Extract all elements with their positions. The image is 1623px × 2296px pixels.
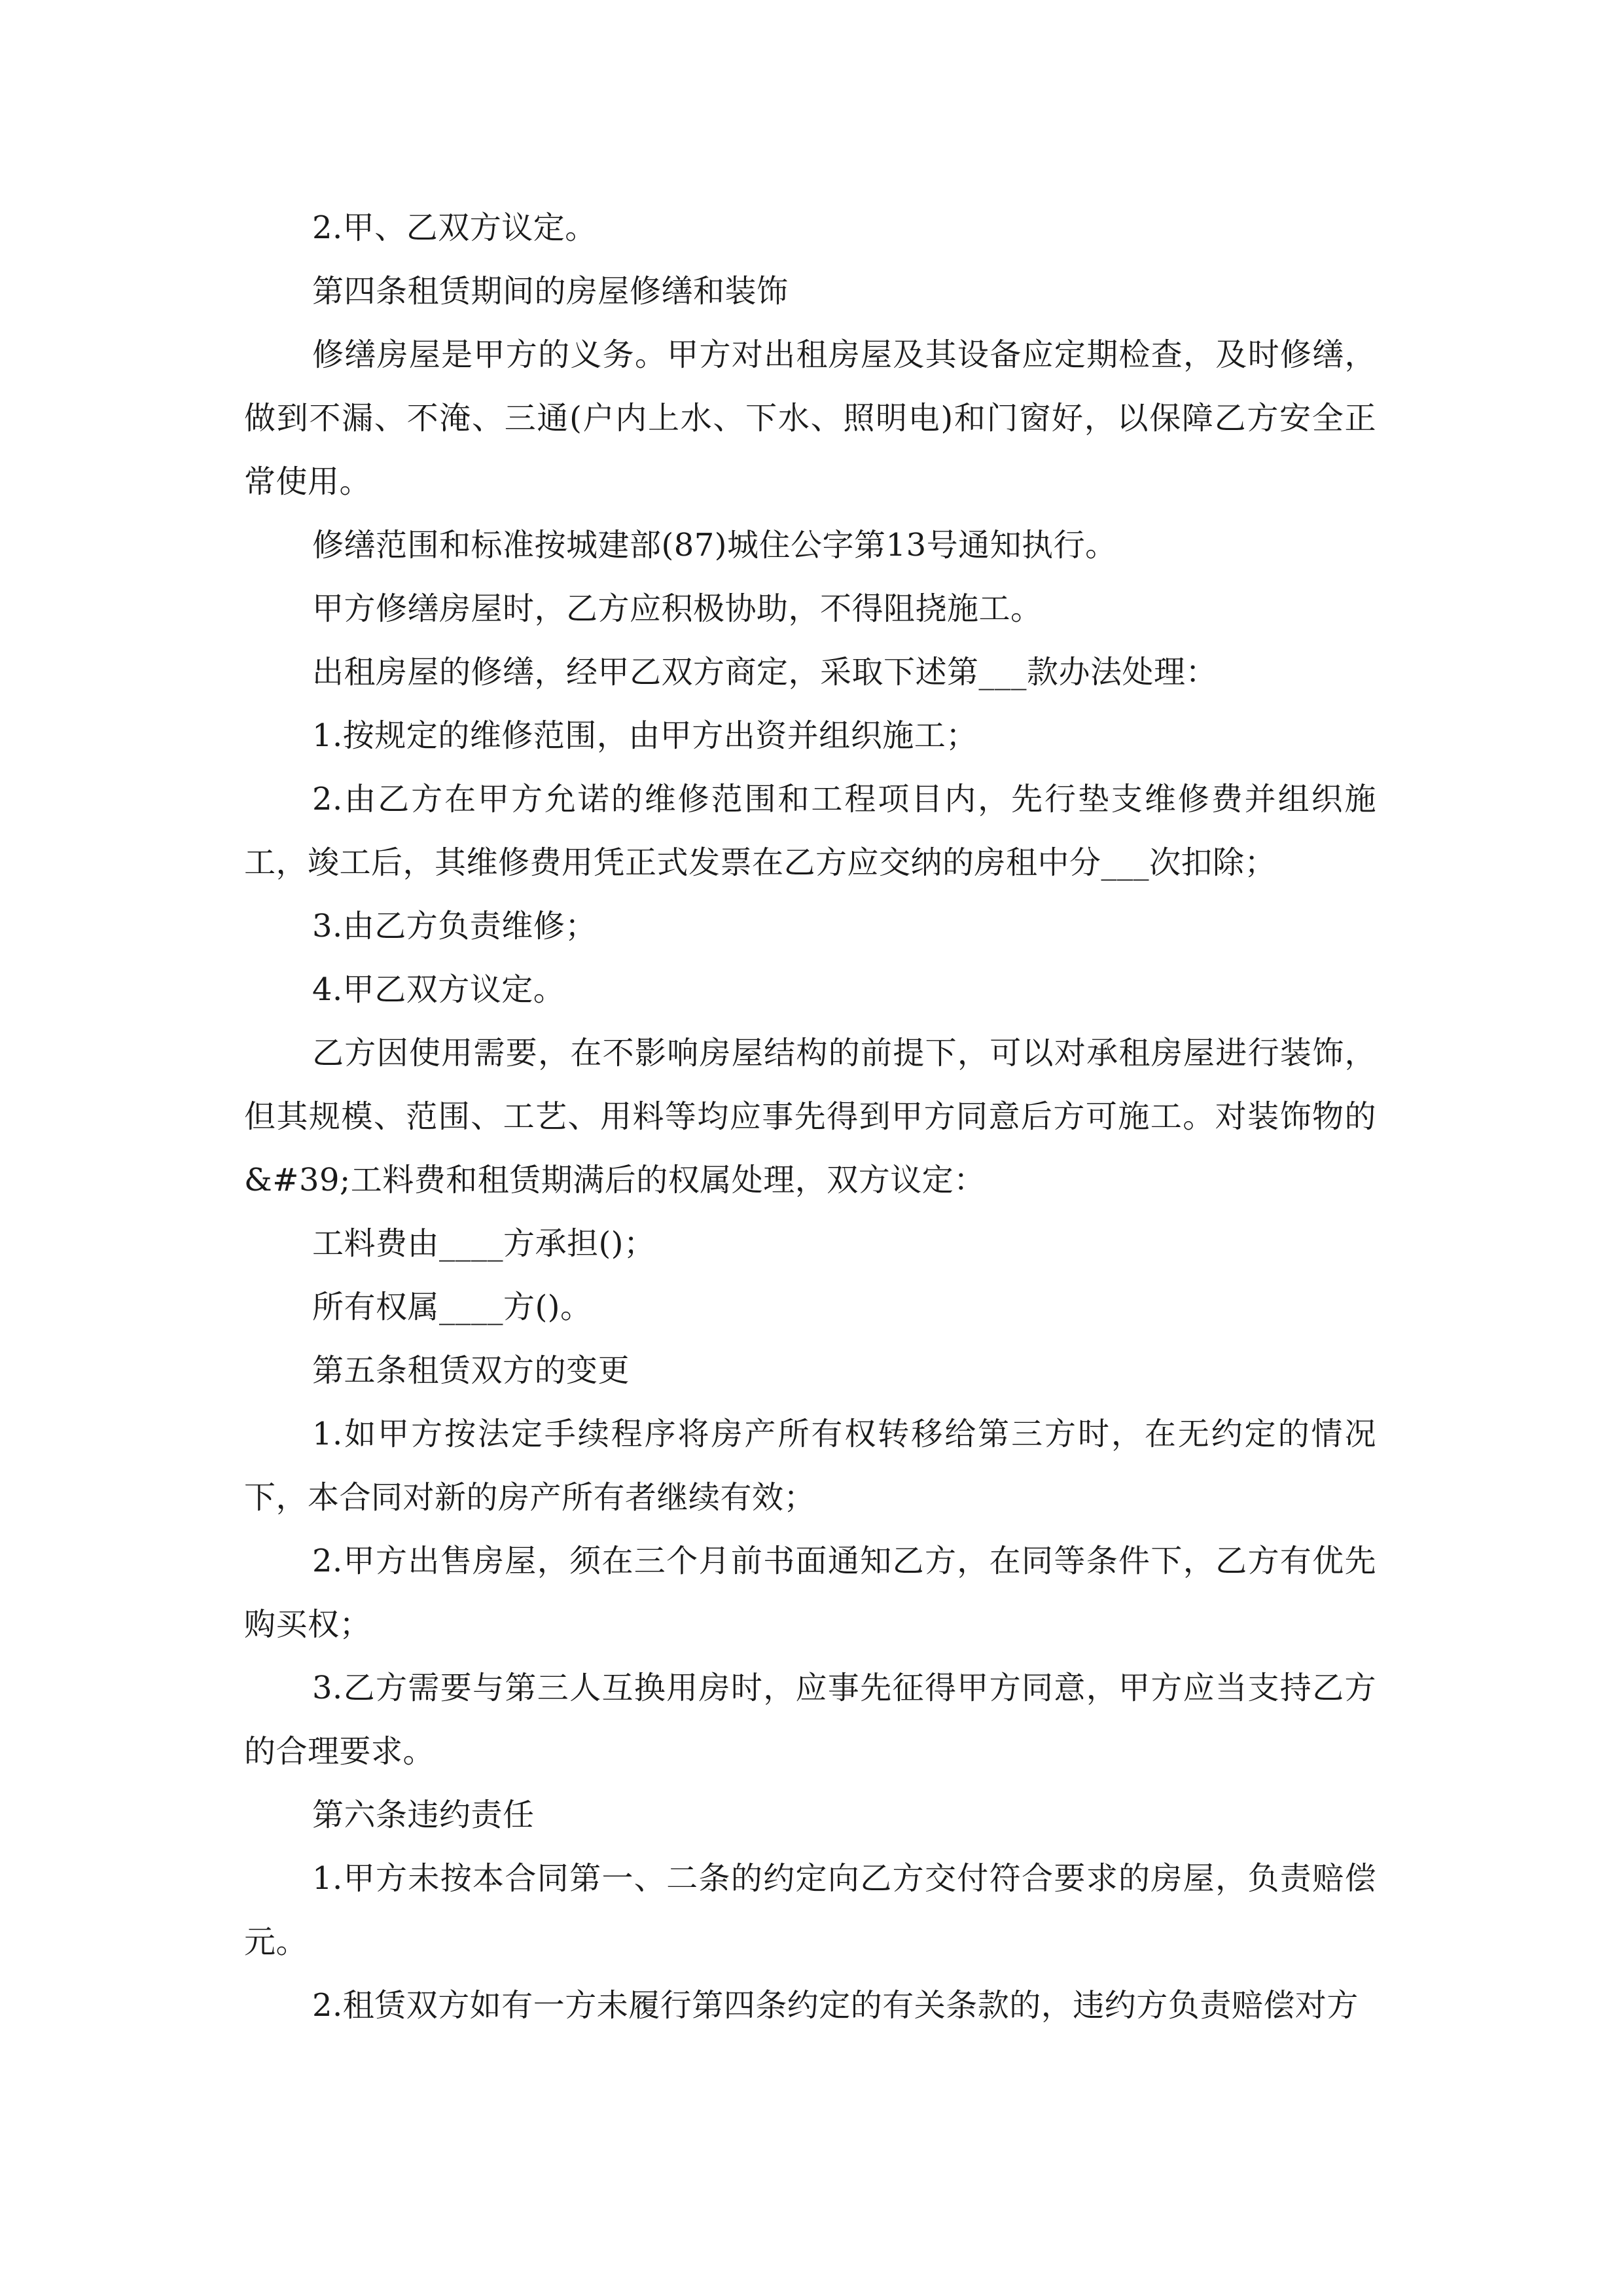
paragraph: 工料费由____方承担()； bbox=[312, 1225, 656, 1262]
paragraph: 甲方修缮房屋时，乙方应积极协助，不得阻挠施工。 bbox=[312, 590, 1043, 627]
paragraph: 修缮房屋是甲方的义务。甲方对出租房屋及其设备应定期检查，及时修缮，做到不漏、不淹、三通(户内上水、下水、照明电)和门窗好，以保障乙方安全正常使用。 bbox=[244, 336, 1376, 500]
document-body bbox=[244, 196, 1376, 2037]
list-item: 2.甲方出售房屋，须在三个月前书面通知乙方，在同等条件下，乙方有优先购买权； bbox=[244, 1543, 1376, 1643]
list-item: 3.由乙方负责维修； bbox=[312, 908, 597, 944]
list-item: 1.甲方未按本合同第一、二条的约定向乙方交付符合要求的房屋，负责赔偿元。 bbox=[244, 1860, 1376, 1960]
paragraph: 所有权属____方()。 bbox=[312, 1289, 592, 1325]
paragraph: 出租房屋的修缮，经甲乙双方商定，采取下述第___款办法处理： bbox=[312, 654, 1218, 691]
list-item: 2.租赁双方如有一方未履行第四条约定的有关条款的，违约方负责赔偿对方 bbox=[312, 1987, 1359, 2024]
paragraph: 2.甲、乙双方议定。 bbox=[312, 209, 597, 246]
paragraph: 修缮范围和标准按城建部(87)城住公字第13号通知执行。 bbox=[312, 527, 1117, 564]
paragraph: 乙方因使用需要，在不影响房屋结构的前提下，可以对承租房屋进行装饰，但其规模、范围、工艺、用料等均应事先得到甲方同意后方可施工。对装饰物的&#39;工料费和租赁期满后的权属处理，双方议定： bbox=[244, 1035, 1376, 1198]
list-item: 1.按规定的维修范围，由甲方出资并组织施工； bbox=[312, 717, 978, 754]
list-item: 1.如甲方按法定手续程序将房产所有权转移给第三方时，在无约定的情况下，本合同对新的房产所有者继续有效； bbox=[244, 1416, 1376, 1516]
list-item: 3.乙方需要与第三人互换用房时，应事先征得甲方同意，甲方应当支持乙方的合理要求。 bbox=[244, 1670, 1376, 1770]
list-item: 4.甲乙双方议定。 bbox=[312, 971, 565, 1008]
section-heading: 第六条违约责任 bbox=[312, 1797, 535, 1833]
section-heading: 第四条租赁期间的房屋修缮和装饰 bbox=[312, 273, 789, 310]
list-item: 2.由乙方在甲方允诺的维修范围和工程项目内，先行垫支维修费并组织施工，竣工后，其维修费用凭正式发票在乙方应交纳的房租中分___次扣除； bbox=[244, 781, 1376, 881]
section-heading: 第五条租赁双方的变更 bbox=[312, 1352, 630, 1389]
